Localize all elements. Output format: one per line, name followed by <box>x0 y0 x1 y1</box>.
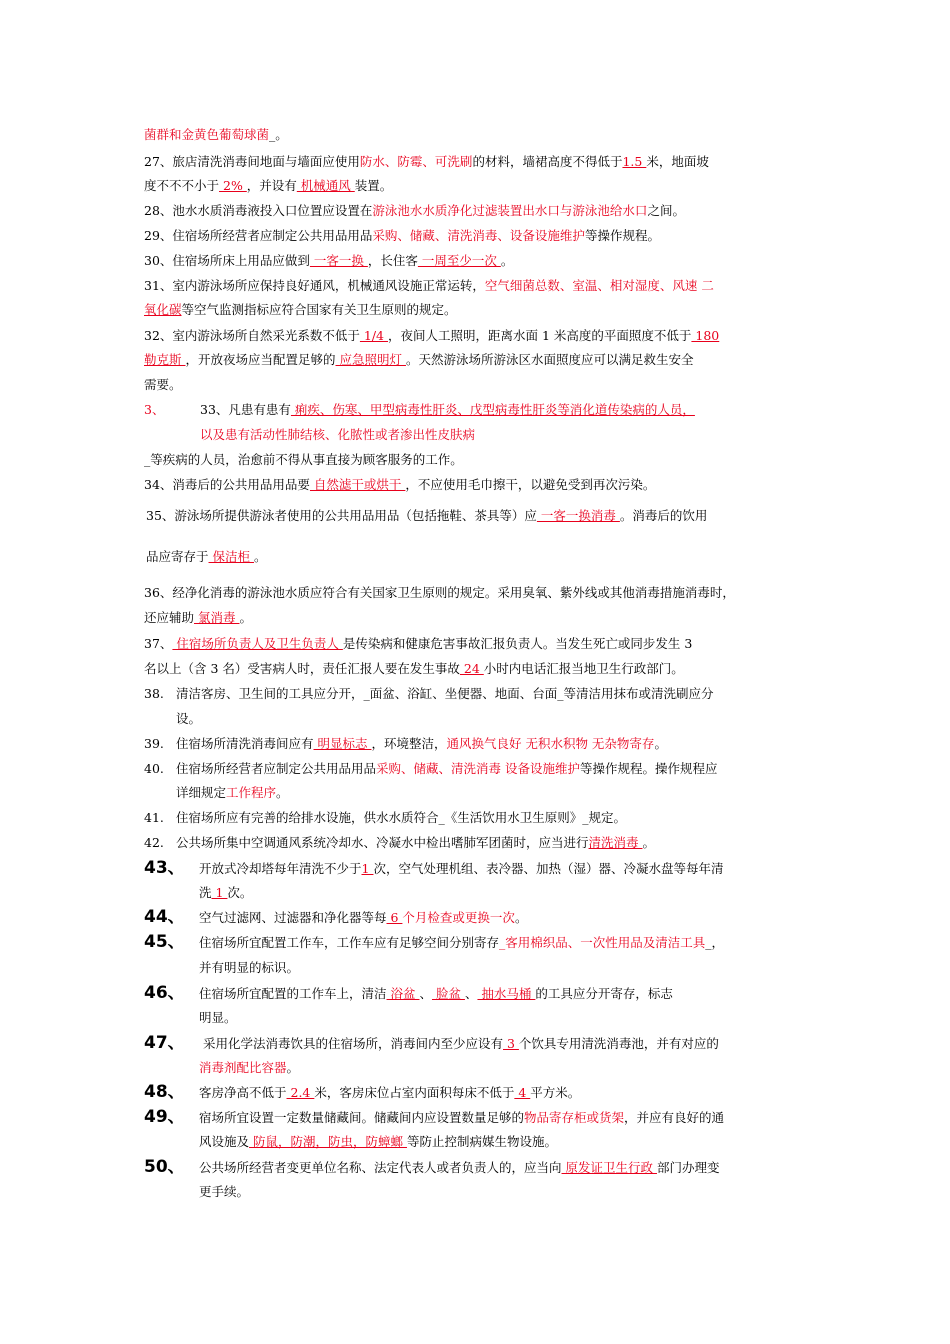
answer-q31: 空气细菌总数、室温、相对湿度、风速 二 <box>484 278 714 293</box>
q46-text: 、 <box>419 986 432 1001</box>
q27-text: 旅店清洗消毒间地面与墙面应使用 <box>172 154 360 169</box>
question-39-num: 39. <box>144 736 164 751</box>
q26-line <box>144 126 288 144</box>
answer-q37-person: 住宿场所负责人及卫生负责人 <box>172 636 343 651</box>
question-36-line1 <box>144 584 735 602</box>
answer-q32-lux: 180 <box>691 328 720 343</box>
q39-text: 。 <box>654 736 667 751</box>
q40-text: 住宿场所经营者应制定公共用品用品 <box>176 761 377 776</box>
q43-text: 次，空气处理机组、表冷器、加热（湿）器、冷凝水盘等每年清 <box>373 861 724 876</box>
question-40-line2 <box>176 784 289 802</box>
q45-text: 住宿场所宜配置工作车，工作车应有足够空间分别寄存 <box>199 935 500 950</box>
q47-text: 。 <box>286 1060 300 1075</box>
q27-text: 度不不不小于 <box>144 178 220 193</box>
q32-text: ，夜间人工照明，距离水面 1 米高度的平面照度不低于 <box>388 328 692 343</box>
answer-q27-material: 防水、防霉、可洗刷 <box>359 154 473 169</box>
q34-text: ，不应使用毛巾擦干，以避免受到再次污染。 <box>405 477 656 492</box>
question-number: 33、 <box>200 402 229 417</box>
question-number: 36、 <box>144 585 173 600</box>
question-50-line1 <box>199 1159 719 1177</box>
q33-text: 凡患有患有 <box>228 402 291 417</box>
q43-text: 洗 <box>199 885 212 900</box>
q46-text: 、 <box>464 986 478 1001</box>
q50-text: 部门办理变 <box>656 1160 720 1175</box>
q50-text: 公共场所经营者变更单位名称、法定代表人或者负责人的，应当向 <box>199 1160 562 1175</box>
question-number: 37、 <box>144 636 173 651</box>
answer-q49-b: 防鼠，防潮，防虫，防蟑螂 <box>249 1134 407 1149</box>
q40-text: 详细规定 <box>176 785 227 800</box>
question-37-line1 <box>144 635 692 653</box>
q36-text: 。 <box>239 610 252 625</box>
answer-q39-b: 通风换气良好 无积水积物 无杂物寄存 <box>446 736 655 751</box>
q42-text: 公共场所集中空调通风系统冷却水、冷凝水中检出嗜肺军团菌时，应当进行 <box>176 835 589 850</box>
answer-q35-b: 保洁柜 <box>208 549 254 564</box>
q29-text: 等操作规程。 <box>584 228 660 243</box>
question-number: 32、 <box>144 328 173 343</box>
question-39 <box>176 735 667 753</box>
answer-q32-light: 应急照明灯 <box>335 352 406 367</box>
question-32-line1 <box>144 327 719 345</box>
answer-q49-a: 物品寄存柜或货架 <box>524 1110 625 1125</box>
answer-q47-a: 3 <box>503 1036 519 1051</box>
answer-q32-lux-unit: 勒克斯 <box>144 352 186 367</box>
answer-q33-cont: 以及患有活动性肺结核、化脓性或者渗出性皮肤病 <box>200 427 476 442</box>
answer-q30-b: 一周至少一次 <box>417 253 501 268</box>
question-49-line2 <box>199 1133 557 1151</box>
answer-q46-a: 浴盆 <box>386 986 420 1001</box>
q37-text: 是传染病和健康危害事故汇报负责人。当发生死亡或同步发生 3 <box>342 636 693 651</box>
q35-text: 。 <box>253 549 267 564</box>
question-29 <box>144 227 660 245</box>
answer-q34: 自然滤干或烘干 <box>309 477 406 492</box>
answer-q43-a: 1 <box>361 861 374 876</box>
q45-text: _， <box>705 935 725 950</box>
question-40-num: 40. <box>144 761 164 776</box>
q31-text: 等空气监测指标应符合国家有关卫生原则的规定。 <box>181 302 457 317</box>
question-49-line1 <box>199 1109 724 1127</box>
q37-text: 小时内电话汇报当地卫生行政部门。 <box>483 661 684 676</box>
question-35-line2 <box>146 548 266 566</box>
question-35-line1 <box>146 507 707 525</box>
question-27-line2 <box>144 177 392 195</box>
q44-text: 。 <box>514 910 528 925</box>
q27-text: ，并设有 <box>246 178 297 193</box>
question-number: 31、 <box>144 278 173 293</box>
question-37-line2 <box>144 660 684 678</box>
question-43-num: 43、 <box>144 858 185 878</box>
answer-q47-b: 消毒剂配比容器 <box>199 1060 287 1075</box>
question-46-line1 <box>199 985 673 1003</box>
question-50-num: 50、 <box>144 1157 185 1177</box>
answer-q45: _客用棉织品、一次性用品及清洁工具 <box>499 935 706 950</box>
q33-prefix: 3、 <box>144 402 165 417</box>
question-50-line2: 更手续。 <box>199 1184 250 1199</box>
q35-text: 游泳场所提供游泳者使用的公共用品用品（包括拖鞋、茶具等）应 <box>174 508 537 523</box>
q43-text: 次。 <box>227 885 253 900</box>
q39-text: 住宿场所清洗消毒间应有 <box>176 736 314 751</box>
q48-text: 平方米。 <box>530 1085 581 1100</box>
question-30 <box>144 252 513 270</box>
q36-text: 还应辅助 <box>144 610 195 625</box>
q32-text: 需要。 <box>144 377 182 392</box>
question-48-num: 48、 <box>144 1082 185 1102</box>
q31-text: 室内游泳场所应保持良好通风，机械通风设施正常运转， <box>172 278 485 293</box>
question-32-line3 <box>144 376 182 394</box>
question-46-num: 46、 <box>144 983 185 1003</box>
answer-q37-hours: 24 <box>459 661 484 676</box>
q48-text: 客房净高不低于 <box>199 1085 287 1100</box>
q32-text: ，开放夜场应当配置足够的 <box>185 352 336 367</box>
question-41-num: 41. <box>144 810 164 825</box>
q42-text: 。 <box>642 835 656 850</box>
question-33-line1 <box>200 401 695 419</box>
question-number: 34、 <box>144 477 173 492</box>
q47-text: 个饮具专用清洗消毒池，并有对应的 <box>518 1036 719 1051</box>
answer-q26: 菌群和金黄色葡萄球菌 <box>144 127 270 142</box>
q29-text: 住宿场所经营者应制定公共用品用品 <box>172 228 373 243</box>
answer-q36: 氯消毒 <box>194 610 240 625</box>
answer-q42: 清洗消毒 <box>588 835 643 850</box>
question-31-line1 <box>144 277 714 295</box>
q35-text: 品应寄存于 <box>146 549 209 564</box>
question-43-line1 <box>199 860 723 878</box>
q48-text: 米，客房床位占室内面积每床不低于 <box>314 1085 515 1100</box>
q40-text: 等操作规程。操作规程应 <box>580 761 718 776</box>
answer-q35-a: 一客一换消毒 <box>536 508 620 523</box>
question-46-line2: 明显。 <box>199 1010 237 1025</box>
q35-text: 。消毒后的饮用 <box>619 508 708 523</box>
question-number: 27、 <box>144 154 173 169</box>
q49-text: 等防止控制病媒生物设施。 <box>406 1134 557 1149</box>
question-42-num: 42. <box>144 835 164 850</box>
answer-q30-a: 一客一换 <box>309 253 368 268</box>
answer-q40-b: 工作程序 <box>226 785 277 800</box>
question-43-line2 <box>199 884 252 902</box>
question-34 <box>144 476 655 494</box>
q49-text: ，并应有良好的通 <box>624 1110 725 1125</box>
question-48 <box>199 1084 580 1102</box>
answer-q48-a: 2.4 <box>286 1085 315 1100</box>
question-44 <box>199 909 527 927</box>
q32-text: 室内游泳场所自然采光系数不低于 <box>172 328 360 343</box>
question-44-num: 44、 <box>144 907 185 927</box>
q26-text: _。 <box>269 127 288 142</box>
question-49-num: 49、 <box>144 1107 185 1127</box>
q39-text: ，环境整洁， <box>371 736 447 751</box>
q27-text: 装置。 <box>354 178 393 193</box>
question-47-num: 47、 <box>144 1033 185 1053</box>
q40-text: 。 <box>276 785 289 800</box>
answer-q48-b: 4 <box>514 1085 531 1100</box>
question-28 <box>144 202 685 220</box>
question-31-line2 <box>144 301 457 319</box>
q27-text: 米，地面坡 <box>646 154 709 169</box>
q47-text: 采用化学法消毒饮具的住宿场所，消毒间内至少应设有 <box>203 1036 504 1051</box>
question-27-line1 <box>144 153 709 171</box>
q43-text: 开放式冷却塔每年清洗不少于 <box>199 861 362 876</box>
question-38-line1: 清洁客房、卫生间的工具应分开，_面盆、浴缸、坐便器、地面、台面_等清洁用抹布或清洗刷应分 <box>176 686 714 701</box>
question-32-line2 <box>144 351 693 369</box>
answer-q27-ventilation: 机械通风 <box>296 178 355 193</box>
answer-q33: 痢疾、伤寒、甲型病毒性肝炎、戊型病毒性肝炎等消化道传染病的人员， <box>290 402 695 417</box>
q37-text: 名以上（含 3 名）受害病人时，责任汇报人要在发生事故 <box>144 661 460 676</box>
q27-text: 的材料，墙裙高度不得低于 <box>472 154 623 169</box>
q34-text: 消毒后的公共用品用品要 <box>172 477 310 492</box>
question-38-num: 38. <box>144 686 164 701</box>
question-47-line1 <box>203 1035 719 1053</box>
q32-text: 。天然游泳场所游泳区水面照度应可以满足救生安全 <box>405 352 694 367</box>
question-number: 29、 <box>144 228 173 243</box>
answer-q43-b: 1 <box>211 885 228 900</box>
q49-text: 风设施及 <box>199 1134 250 1149</box>
answer-q32-ratio: 1/4 <box>359 328 388 343</box>
question-45-line1 <box>199 934 724 952</box>
answer-q44-a: 6 <box>386 910 403 925</box>
question-45-line2: 并有明显的标识。 <box>199 960 300 975</box>
q30-text: 。 <box>500 253 514 268</box>
answer-q28: 游泳池水水质净化过滤装置出水口与游泳池给水口 <box>372 203 648 218</box>
question-40-line1 <box>176 760 718 778</box>
q44-text: 空气过滤网、过滤器和净化器等每 <box>199 910 387 925</box>
q28-text: 池水水质消毒液投入口位置应设置在 <box>172 203 373 218</box>
question-38-line2: 设。 <box>176 711 202 726</box>
answer-q31-cont: 氧化碳 <box>144 302 182 317</box>
q30-text: 住宿场所床上用品应做到 <box>172 253 310 268</box>
answer-q46-b: 脸盆 <box>431 986 465 1001</box>
answer-q39-a: 明显标志 <box>313 736 372 751</box>
q30-text: ，长住客 <box>367 253 418 268</box>
answer-q44-b: 个月检查或更换一次 <box>402 910 515 925</box>
answer-q29: 采购、储藏、清洗消毒、设备设施维护 <box>372 228 585 243</box>
answer-q40-a: 采购、储藏、清洗消毒 设备设施维护 <box>376 761 580 776</box>
answer-q50: 原发证卫生行政 <box>561 1160 657 1175</box>
q36-text: 经净化消毒的游泳池水质应符合有关国家卫生原则的规定。采用臭氧、紫外线或其他消毒措施消毒时， <box>172 585 735 600</box>
q49-text: 宿场所宜设置一定数量储藏间。储藏间内应设置数量足够的 <box>199 1110 525 1125</box>
question-42 <box>176 834 655 852</box>
answer-q46-c: 抽水马桶 <box>477 986 536 1001</box>
question-45-num: 45、 <box>144 932 185 952</box>
q46-text: 的工具应分开寄存，标志 <box>535 986 673 1001</box>
question-41: 住宿场所应有完善的给排水设施，供水水质符合_《生活饮用水卫生原则》_规定。 <box>176 810 627 825</box>
q28-text: 之间。 <box>647 203 685 218</box>
question-number: 28、 <box>144 203 173 218</box>
q46-text: 住宿场所宜配置的工作车上，清洁 <box>199 986 387 1001</box>
question-36-line2 <box>144 609 252 627</box>
question-47-line2 <box>199 1059 299 1077</box>
question-number: 35、 <box>146 508 175 523</box>
question-number: 30、 <box>144 253 173 268</box>
answer-q27-height: 1.5 <box>622 154 647 169</box>
question-33-line3: _等疾病的人员，治愈前不得从事直接为顾客服务的工作。 <box>144 452 463 467</box>
answer-q27-slope: 2% <box>219 178 247 193</box>
